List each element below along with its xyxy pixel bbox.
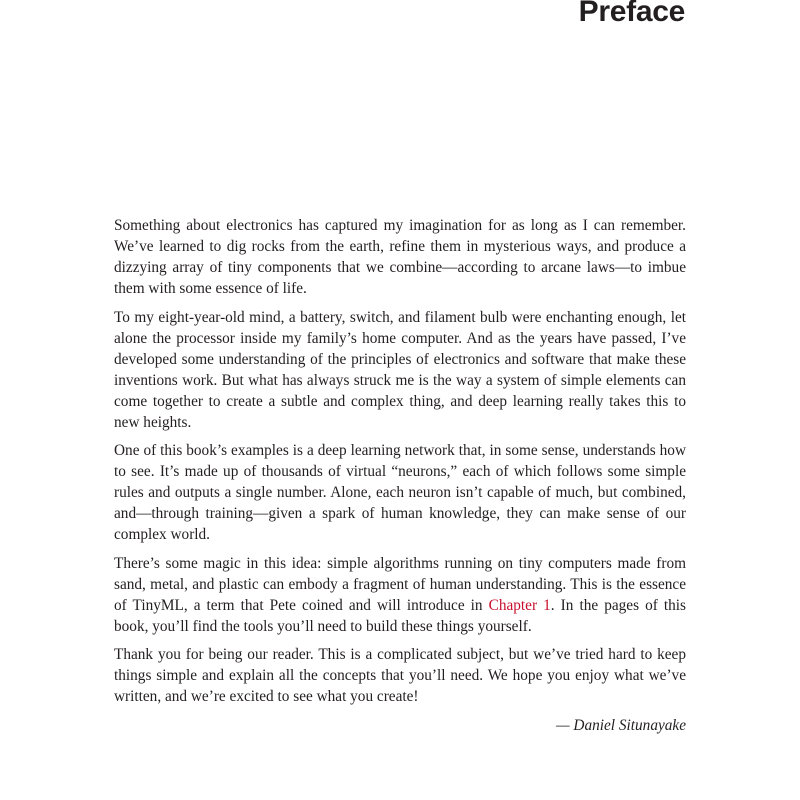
paragraph-text: There’s some magic in this idea: simple algorithms running on tiny computers made from sand, metal, and plastic can embody a fragment of human understanding. This is the essence of TinyML, a term that Pete coined and will introduce in: [114, 554, 686, 614]
preface-body: [114, 215, 686, 715]
paragraph: Something about electronics has captured my imagination for as long as I can remember. We’ve learned to dig rocks from the earth, refine them in mysterious ways, and produce a dizzying array of tiny components that we combine—according to arcane laws—to imbue them with some essence of life.: [114, 217, 686, 297]
paragraph: One of this book’s examples is a deep learning network that, in some sense, understands how to see. It’s made up of thousands of virtual “neurons,” each of which follows some simple rules and outputs a single number. Alone, each neuron isn’t capable of much, but combined, and—through training—given a spark of human knowledge, they can make sense of our complex world.: [114, 442, 686, 543]
page-title: Preface: [578, 0, 685, 28]
paragraph: [114, 553, 686, 637]
chapter-1-link[interactable]: Chapter 1: [488, 596, 551, 614]
paragraph: Thank you for being our reader. This is a complicated subject, but we’ve tried hard to keep things simple and explain all the concepts that you’ll need. We hope you enjoy what we’ve written, and we’re excited to see what you create!: [114, 646, 686, 705]
paragraph: To my eight-year-old mind, a battery, switch, and filament bulb were enchanting enough, let alone the processor inside my family’s home computer. And as the years have passed, I’ve developed some understanding of the principles of electronics and software that make these inventions work. But what has always struck me is the way a system of simple elements can come together to create a subtle and complex thing, and deep learning really takes this to new heights.: [114, 308, 686, 431]
paragraph-text: . In the pages of this book, you’ll find the tools you’ll need to build these things yourself.: [114, 596, 686, 635]
author-signature: — Daniel Situnayake: [556, 717, 686, 734]
